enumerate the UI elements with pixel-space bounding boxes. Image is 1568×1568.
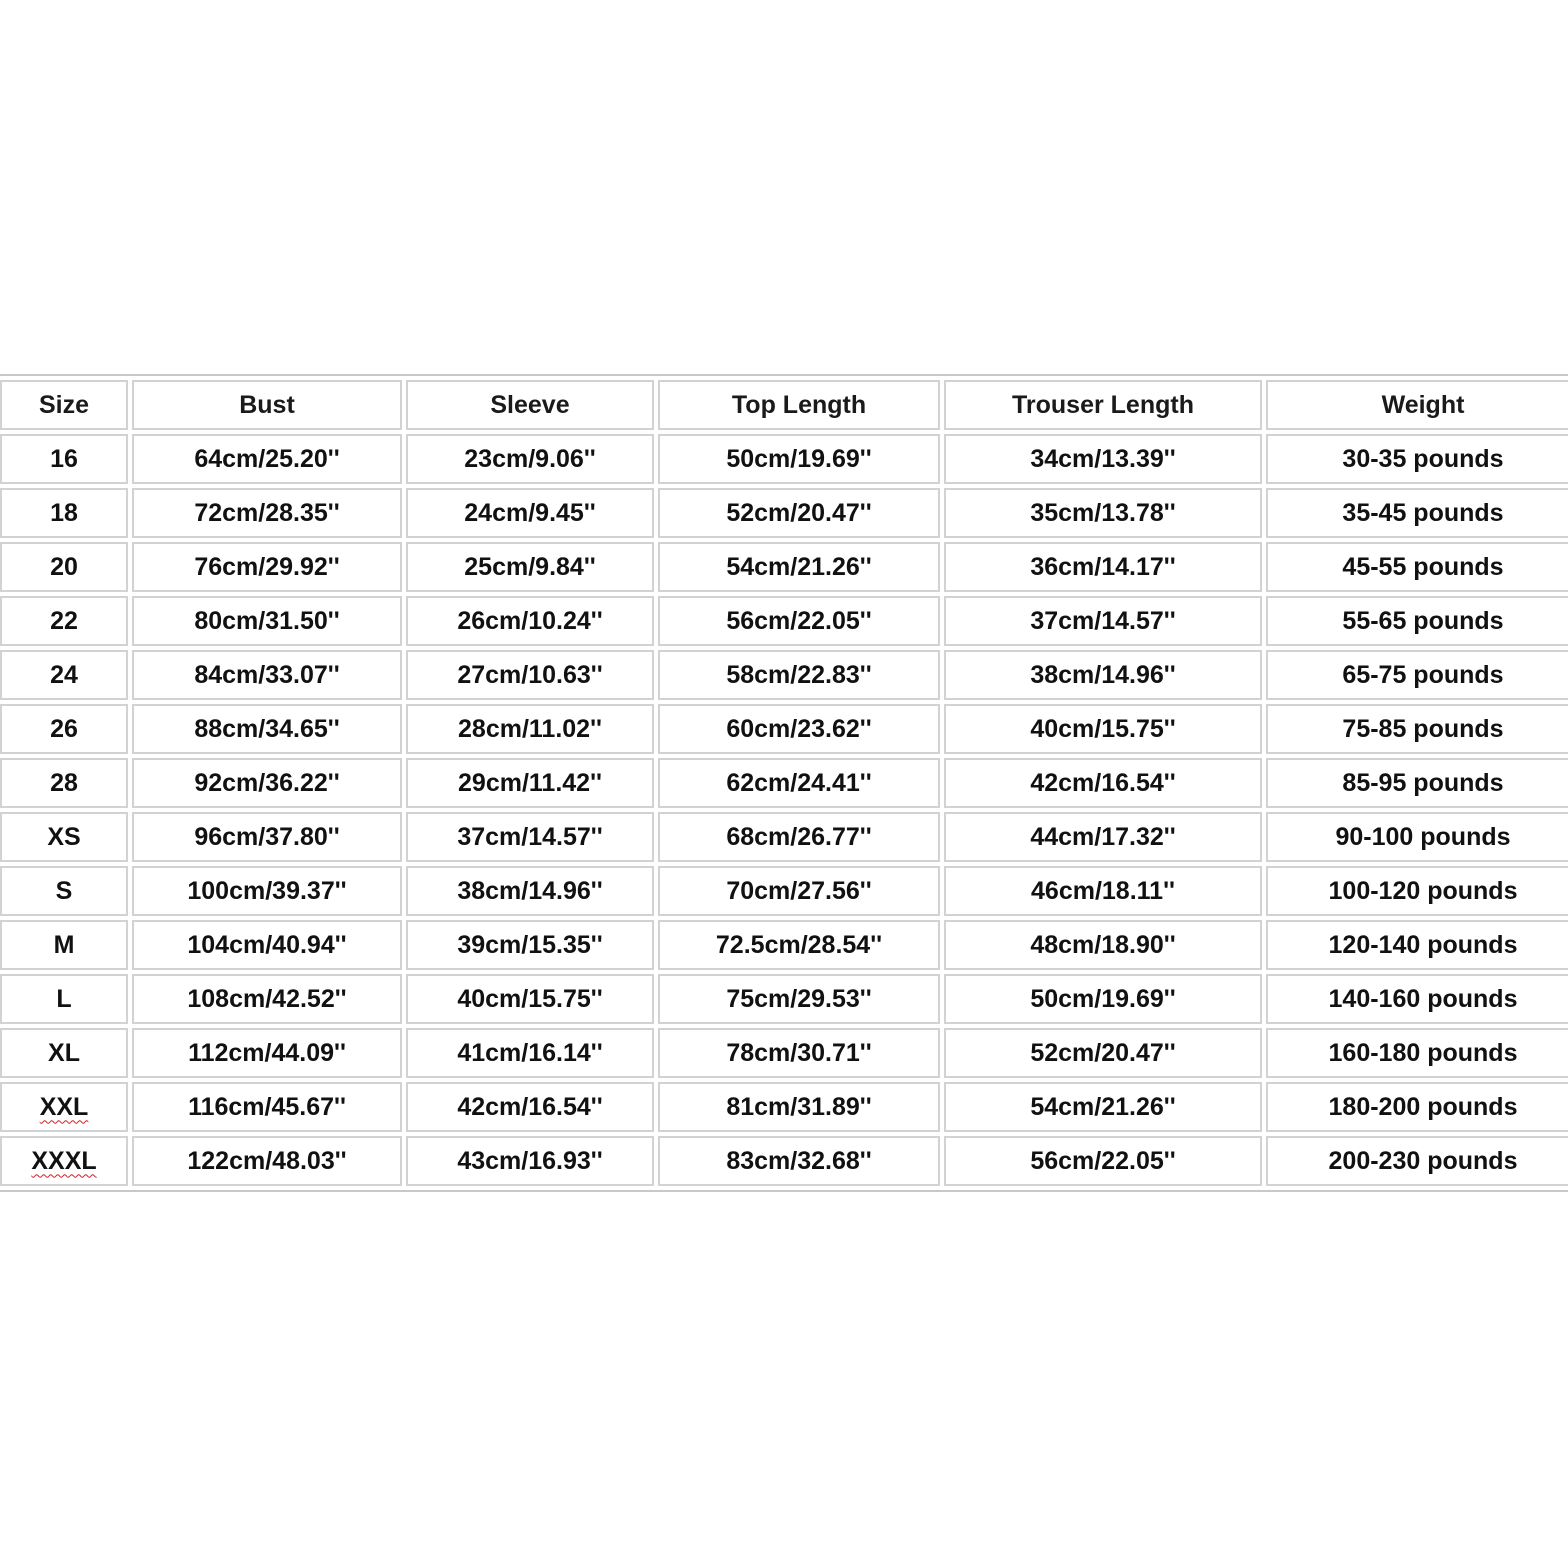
- cell-bust: [132, 1028, 402, 1078]
- cell-size-text: 20: [50, 552, 78, 581]
- cell-size: [0, 1136, 128, 1186]
- cell-sleeve: [406, 812, 654, 862]
- cell-sleeve: [406, 542, 654, 592]
- cell-trouser-length-text: 34cm/13.39'': [1030, 444, 1176, 473]
- cell-size: [0, 542, 128, 592]
- cell-bust: [132, 650, 402, 700]
- cell-top-length-text: 70cm/27.56'': [726, 876, 872, 905]
- cell-weight: [1266, 1028, 1568, 1078]
- cell-weight-text: 120-140 pounds: [1328, 930, 1518, 959]
- cell-bust: [132, 1082, 402, 1132]
- cell-weight: [1266, 812, 1568, 862]
- table-row: [0, 866, 1568, 916]
- cell-weight-text: 35-45 pounds: [1342, 498, 1504, 527]
- table-row: [0, 434, 1568, 484]
- cell-bust: [132, 542, 402, 592]
- cell-trouser-length: [944, 974, 1262, 1024]
- cell-top-length: [658, 1028, 940, 1078]
- cell-size-text: XXL: [39, 1092, 89, 1121]
- cell-trouser-length: [944, 650, 1262, 700]
- cell-top-length: [658, 488, 940, 538]
- cell-size-text: S: [55, 876, 73, 905]
- table-row: [0, 542, 1568, 592]
- cell-sleeve: [406, 434, 654, 484]
- cell-bust-text: 84cm/33.07'': [194, 660, 340, 689]
- cell-size-text: L: [56, 984, 72, 1013]
- cell-bust: [132, 920, 402, 970]
- cell-bust-text: 100cm/39.37'': [187, 876, 347, 905]
- cell-trouser-length: [944, 758, 1262, 808]
- cell-size: [0, 1082, 128, 1132]
- cell-size: [0, 704, 128, 754]
- cell-top-length: [658, 920, 940, 970]
- cell-bust: [132, 812, 402, 862]
- cell-sleeve-text: 41cm/16.14'': [457, 1038, 603, 1067]
- cell-sleeve: [406, 1028, 654, 1078]
- cell-weight-text: 85-95 pounds: [1342, 768, 1504, 797]
- cell-bust: [132, 1136, 402, 1186]
- cell-sleeve-text: 27cm/10.63'': [457, 660, 603, 689]
- cell-size-text: 24: [50, 660, 78, 689]
- cell-trouser-length: [944, 1136, 1262, 1186]
- cell-sleeve: [406, 596, 654, 646]
- cell-sleeve: [406, 866, 654, 916]
- cell-size-text: 18: [50, 498, 78, 527]
- cell-size: [0, 812, 128, 862]
- cell-size: [0, 596, 128, 646]
- cell-size-text: 16: [50, 444, 78, 473]
- cell-weight-text: 160-180 pounds: [1328, 1038, 1518, 1067]
- cell-sleeve: [406, 704, 654, 754]
- cell-top-length-text: 56cm/22.05'': [726, 606, 872, 635]
- cell-sleeve-text: 39cm/15.35'': [457, 930, 603, 959]
- cell-size: [0, 758, 128, 808]
- cell-size: [0, 974, 128, 1024]
- cell-top-length: [658, 596, 940, 646]
- cell-top-length: [658, 812, 940, 862]
- header-top-length: Top Length: [658, 380, 940, 430]
- cell-sleeve-text: 37cm/14.57'': [457, 822, 603, 851]
- cell-weight-text: 30-35 pounds: [1342, 444, 1504, 473]
- cell-top-length: [658, 1136, 940, 1186]
- cell-bust: [132, 974, 402, 1024]
- cell-top-length: [658, 974, 940, 1024]
- cell-weight: [1266, 974, 1568, 1024]
- cell-weight: [1266, 1082, 1568, 1132]
- table-row: [0, 1082, 1568, 1132]
- header-trouser-length: Trouser Length: [944, 380, 1262, 430]
- cell-top-length-text: 60cm/23.62'': [726, 714, 872, 743]
- table-row: [0, 974, 1568, 1024]
- cell-size-text: XL: [48, 1038, 80, 1067]
- cell-weight-text: 75-85 pounds: [1342, 714, 1504, 743]
- cell-trouser-length: [944, 920, 1262, 970]
- table-row: [0, 1136, 1568, 1186]
- cell-sleeve-text: 40cm/15.75'': [457, 984, 603, 1013]
- cell-size: [0, 866, 128, 916]
- table-row: [0, 704, 1568, 754]
- cell-sleeve: [406, 758, 654, 808]
- cell-bust: [132, 758, 402, 808]
- cell-bust: [132, 704, 402, 754]
- cell-trouser-length-text: 46cm/18.11'': [1031, 876, 1175, 905]
- cell-bust-text: 64cm/25.20'': [194, 444, 340, 473]
- cell-trouser-length-text: 37cm/14.57'': [1030, 606, 1176, 635]
- cell-sleeve-text: 24cm/9.45'': [464, 498, 596, 527]
- cell-sleeve-text: 42cm/16.54'': [457, 1092, 603, 1121]
- cell-top-length: [658, 542, 940, 592]
- cell-trouser-length: [944, 866, 1262, 916]
- cell-sleeve-text: 38cm/14.96'': [457, 876, 603, 905]
- cell-size: [0, 434, 128, 484]
- cell-top-length: [658, 434, 940, 484]
- cell-trouser-length: [944, 488, 1262, 538]
- size-chart-table: [0, 374, 1568, 1192]
- cell-size: [0, 1028, 128, 1078]
- cell-trouser-length-text: 38cm/14.96'': [1030, 660, 1176, 689]
- cell-top-length-text: 62cm/24.41'': [726, 768, 872, 797]
- cell-sleeve: [406, 974, 654, 1024]
- cell-size: [0, 920, 128, 970]
- cell-sleeve-text: 29cm/11.42'': [458, 768, 602, 797]
- cell-trouser-length-text: 48cm/18.90'': [1030, 930, 1176, 959]
- header-bust: Bust: [132, 380, 402, 430]
- cell-sleeve: [406, 920, 654, 970]
- cell-weight-text: 200-230 pounds: [1328, 1146, 1518, 1175]
- cell-size-text: 22: [50, 606, 78, 635]
- cell-weight: [1266, 488, 1568, 538]
- cell-top-length-text: 81cm/31.89'': [726, 1092, 872, 1121]
- cell-trouser-length: [944, 704, 1262, 754]
- header-sleeve: Sleeve: [406, 380, 654, 430]
- table-row: [0, 488, 1568, 538]
- cell-bust-text: 116cm/45.67'': [188, 1092, 346, 1121]
- cell-size-text: 26: [50, 714, 78, 743]
- cell-weight: [1266, 650, 1568, 700]
- cell-trouser-length: [944, 1082, 1262, 1132]
- cell-weight-text: 180-200 pounds: [1328, 1092, 1518, 1121]
- cell-bust-text: 76cm/29.92'': [194, 552, 340, 581]
- header-row: [0, 380, 1568, 430]
- cell-top-length: [658, 650, 940, 700]
- cell-weight-text: 140-160 pounds: [1328, 984, 1518, 1013]
- cell-sleeve-text: 28cm/11.02'': [458, 714, 602, 743]
- header-size: Size: [0, 380, 128, 430]
- cell-sleeve: [406, 488, 654, 538]
- cell-bust-text: 122cm/48.03'': [187, 1146, 347, 1175]
- cell-bust: [132, 488, 402, 538]
- cell-bust: [132, 434, 402, 484]
- size-chart-body: [0, 380, 1568, 1186]
- table-row: [0, 920, 1568, 970]
- cell-trouser-length-text: 56cm/22.05'': [1030, 1146, 1176, 1175]
- cell-trouser-length-text: 36cm/14.17'': [1030, 552, 1176, 581]
- cell-sleeve-text: 43cm/16.93'': [457, 1146, 603, 1175]
- cell-top-length-text: 68cm/26.77'': [726, 822, 872, 851]
- cell-top-length-text: 83cm/32.68'': [726, 1146, 872, 1175]
- cell-bust: [132, 866, 402, 916]
- cell-trouser-length-text: 35cm/13.78'': [1030, 498, 1176, 527]
- cell-top-length-text: 58cm/22.83'': [726, 660, 872, 689]
- cell-top-length-text: 50cm/19.69'': [726, 444, 872, 473]
- cell-bust-text: 108cm/42.52'': [187, 984, 347, 1013]
- cell-weight: [1266, 704, 1568, 754]
- cell-top-length-text: 52cm/20.47'': [726, 498, 872, 527]
- cell-top-length-text: 54cm/21.26'': [726, 552, 872, 581]
- cell-bust-text: 88cm/34.65'': [194, 714, 340, 743]
- cell-trouser-length: [944, 1028, 1262, 1078]
- cell-weight: [1266, 434, 1568, 484]
- cell-trouser-length-text: 52cm/20.47'': [1030, 1038, 1176, 1067]
- table-row: [0, 596, 1568, 646]
- cell-weight: [1266, 920, 1568, 970]
- cell-trouser-length-text: 50cm/19.69'': [1030, 984, 1176, 1013]
- cell-bust-text: 104cm/40.94'': [187, 930, 347, 959]
- cell-sleeve-text: 25cm/9.84'': [464, 552, 596, 581]
- cell-sleeve: [406, 650, 654, 700]
- cell-sleeve: [406, 1136, 654, 1186]
- table-row: [0, 758, 1568, 808]
- cell-weight: [1266, 596, 1568, 646]
- cell-top-length: [658, 866, 940, 916]
- cell-size-text: XXXL: [31, 1146, 97, 1175]
- cell-weight-text: 90-100 pounds: [1335, 822, 1511, 851]
- cell-size-text: XS: [47, 822, 81, 851]
- header-weight: Weight: [1266, 380, 1568, 430]
- cell-top-length: [658, 704, 940, 754]
- cell-bust-text: 96cm/37.80'': [194, 822, 340, 851]
- cell-trouser-length: [944, 812, 1262, 862]
- cell-weight: [1266, 758, 1568, 808]
- cell-top-length: [658, 758, 940, 808]
- table-row: [0, 812, 1568, 862]
- cell-weight: [1266, 866, 1568, 916]
- cell-top-length-text: 72.5cm/28.54'': [715, 930, 883, 959]
- cell-trouser-length-text: 54cm/21.26'': [1030, 1092, 1176, 1121]
- cell-size: [0, 650, 128, 700]
- cell-size-text: 28: [50, 768, 78, 797]
- cell-trouser-length: [944, 596, 1262, 646]
- cell-trouser-length-text: 42cm/16.54'': [1030, 768, 1176, 797]
- cell-weight: [1266, 542, 1568, 592]
- cell-weight: [1266, 1136, 1568, 1186]
- table-row: [0, 650, 1568, 700]
- cell-trouser-length-text: 40cm/15.75'': [1030, 714, 1176, 743]
- cell-weight-text: 45-55 pounds: [1342, 552, 1504, 581]
- cell-sleeve-text: 23cm/9.06'': [464, 444, 596, 473]
- cell-sleeve-text: 26cm/10.24'': [457, 606, 603, 635]
- cell-weight-text: 65-75 pounds: [1342, 660, 1504, 689]
- cell-sleeve: [406, 1082, 654, 1132]
- cell-trouser-length-text: 44cm/17.32'': [1030, 822, 1176, 851]
- cell-bust-text: 72cm/28.35'': [194, 498, 340, 527]
- table-row: [0, 1028, 1568, 1078]
- cell-trouser-length: [944, 542, 1262, 592]
- cell-bust-text: 112cm/44.09'': [188, 1038, 346, 1067]
- cell-top-length-text: 75cm/29.53'': [726, 984, 872, 1013]
- cell-bust-text: 80cm/31.50'': [194, 606, 340, 635]
- cell-size-text: M: [53, 930, 75, 959]
- cell-weight-text: 100-120 pounds: [1328, 876, 1518, 905]
- cell-size: [0, 488, 128, 538]
- cell-bust-text: 92cm/36.22'': [194, 768, 340, 797]
- cell-top-length: [658, 1082, 940, 1132]
- cell-trouser-length: [944, 434, 1262, 484]
- cell-weight-text: 55-65 pounds: [1342, 606, 1504, 635]
- cell-bust: [132, 596, 402, 646]
- cell-top-length-text: 78cm/30.71'': [726, 1038, 872, 1067]
